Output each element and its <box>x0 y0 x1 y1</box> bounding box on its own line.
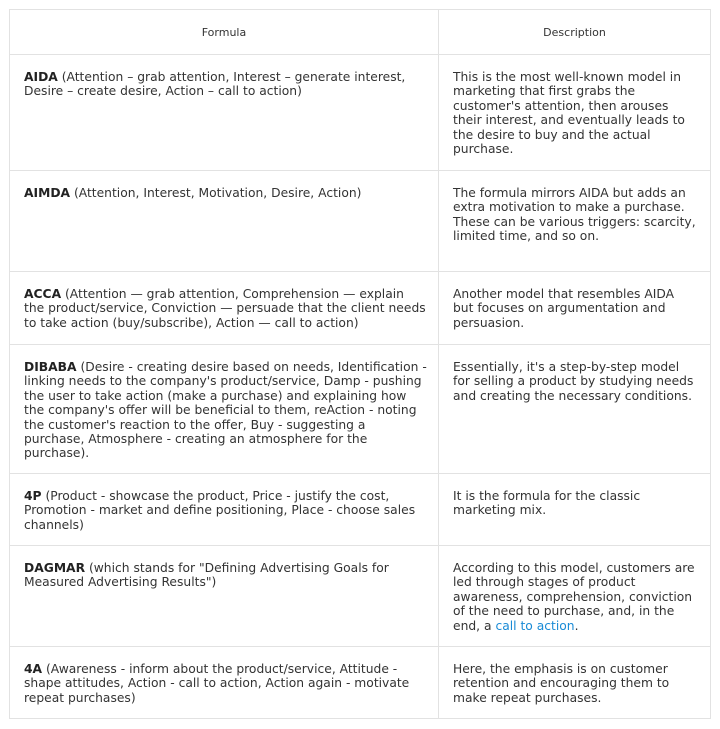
formula-cell <box>10 272 439 345</box>
table-row <box>10 546 711 647</box>
formula-cell <box>10 345 439 474</box>
header-formula: Formula <box>10 10 439 55</box>
description-text-end: . <box>574 618 579 633</box>
description-cell: The formula mirrors AIDA but adds an extra motivation to make a purchase. These can be various triggers: scarcity, limited time, and so on. <box>439 171 711 272</box>
formula-abbr: 4P <box>24 489 42 503</box>
formula-text: (Attention – grab attention, Interest – generate interest, Desire – create desire, Action – call to action) <box>24 70 406 99</box>
formula-abbr: DIBABA <box>24 360 77 374</box>
formula-cell <box>10 546 439 647</box>
formula-text: (Attention, Interest, Motivation, Desire, Action) <box>70 186 362 200</box>
formula-text: (Attention — grab attention, Comprehension — explain the product/service, Conviction — persuade that the client needs to take action (buy/subscribe), Action — call to action) <box>24 287 426 330</box>
description-cell: It is the formula for the classic marketing mix. <box>439 474 711 546</box>
table-header-row <box>10 10 711 55</box>
table-row <box>10 474 711 546</box>
table-row <box>10 647 711 719</box>
formula-cell <box>10 171 439 272</box>
table-row <box>10 272 711 345</box>
formula-cell <box>10 474 439 546</box>
formula-text: (Desire - creating desire based on needs, Identification - linking needs to the company's product/service, Damp - pushing the user to take action (make a purchase) and explaining how the company's offer will be beneficial to them, reAction - noting the customer's reaction to the offer, Buy - suggesting a purchase, Atmosphere - creating an atmosphere for the purchase). <box>24 360 427 461</box>
formula-table <box>9 9 711 719</box>
description-cell <box>439 546 711 647</box>
table-row <box>10 345 711 474</box>
formula-abbr: AIDA <box>24 70 58 84</box>
header-description: Description <box>439 10 711 55</box>
formula-text: (Product - showcase the product, Price - justify the cost, Promotion - market and define positioning, Place - choose sales channels) <box>24 489 416 532</box>
description-text: According to this model, customers are led through stages of product awareness, comprehension, conviction of the need to purchase, and, in the end, a <box>453 561 695 633</box>
formula-text: (Awareness - inform about the product/service, Attitude - shape attitudes, Action - call to action, Action again - motivate repeat purchases) <box>24 662 410 705</box>
table-row <box>10 55 711 171</box>
description-cell: Another model that resembles AIDA but focuses on argumentation and persuasion. <box>439 272 711 345</box>
formula-abbr: DAGMAR <box>24 561 86 575</box>
formula-abbr: ACCA <box>24 287 62 301</box>
table-row <box>10 171 711 272</box>
description-cell: This is the most well-known model in marketing that first grabs the customer's attention, then arouses their interest, and eventually leads to the desire to buy and the actual purchase. <box>439 55 711 171</box>
formula-abbr: AIMDA <box>24 186 71 200</box>
description-cell: Here, the emphasis is on customer retention and encouraging them to make repeat purchases. <box>439 647 711 719</box>
formula-cell <box>10 647 439 719</box>
formula-abbr: 4A <box>24 662 43 676</box>
call-to-action-link[interactable]: call to action <box>495 618 575 633</box>
description-cell: Essentially, it's a step-by-step model for selling a product by studying needs and creating the necessary conditions. <box>439 345 711 474</box>
formula-text: (which stands for "Defining Advertising Goals for Measured Advertising Results") <box>24 561 389 590</box>
formula-cell <box>10 55 439 171</box>
